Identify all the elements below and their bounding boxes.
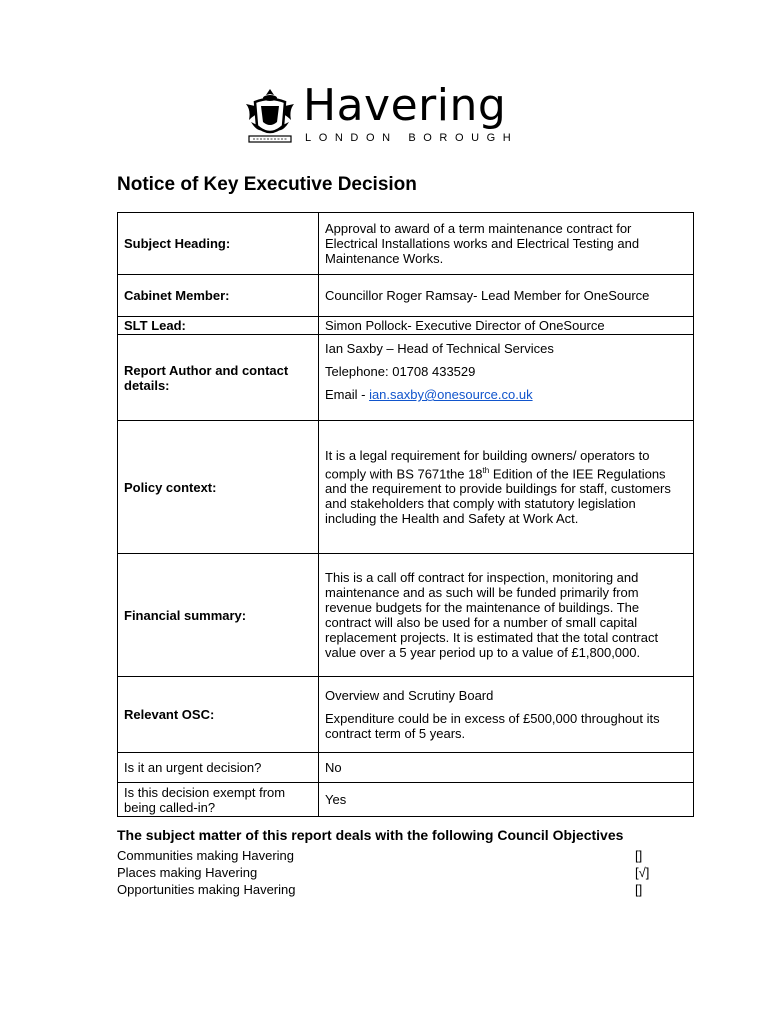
row-relevant-osc [118, 677, 694, 753]
policy-context-value: It is a legal requirement for building owners/ operators to comply with BS 7671the 18th Edition of the IEE Regulations and the requirement to provide buildings for staff, customers and stakeholders that comply with statutory legislation including the Health and Safety at Work Act. [319, 421, 694, 554]
report-author-value [319, 335, 694, 421]
borough-crest-icon [243, 86, 297, 148]
page-title: Notice of Key Executive Decision [117, 174, 417, 195]
decision-table [117, 212, 694, 817]
objective-checkbox: [] [635, 848, 643, 863]
logo-subtitle: LONDON BOROUGH [305, 132, 519, 144]
report-author-label: Report Author and contact details: [118, 335, 319, 421]
objective-item [117, 847, 657, 864]
row-financial-summary [118, 554, 694, 677]
financial-summary-value: This is a call off contract for inspection, monitoring and maintenance and as such will be funded primarily from revenue budgets for the maintenance of buildings. The contract will also be used for a number of small capital replacement projects. It is estimated that the total contract value over a 5 year period up to a value of £1,800,000. [319, 554, 694, 677]
row-policy-context [118, 421, 694, 554]
council-objectives [117, 827, 657, 898]
row-subject-heading [118, 213, 694, 275]
row-report-author [118, 335, 694, 421]
cabinet-member-value: Councillor Roger Ramsay- Lead Member for OneSource [319, 275, 694, 317]
row-slt-lead [118, 317, 694, 335]
objectives-heading: The subject matter of this report deals with the following Council Objectives [117, 827, 624, 843]
exempt-call-in-value: Yes [319, 783, 694, 817]
exempt-call-in-label: Is this decision exempt from being called-in? [118, 783, 319, 817]
osc-line-1: Overview and Scrutiny Board [325, 688, 494, 703]
financial-summary-label: Financial summary: [118, 554, 319, 677]
urgent-decision-label: Is it an urgent decision? [118, 753, 319, 783]
author-email-line [325, 387, 687, 402]
email-prefix: Email - [325, 387, 370, 402]
objective-label: Communities making Havering [117, 848, 295, 863]
objective-checkbox: [√] [635, 865, 650, 880]
subject-heading-value: Approval to award of a term maintenance contract for Electrical Installations works and Electrical Testing and Maintenance Works. [319, 213, 694, 275]
author-email-link[interactable]: ian.saxby@onesource.co.uk [369, 387, 533, 402]
slt-lead-label: SLT Lead: [118, 317, 319, 335]
relevant-osc-value [319, 677, 694, 753]
cabinet-member-label: Cabinet Member: [118, 275, 319, 317]
objective-item [117, 864, 657, 881]
subject-heading-label: Subject Heading: [118, 213, 319, 275]
objective-checkbox: [] [635, 882, 643, 897]
havering-logo [243, 80, 533, 152]
urgent-decision-value: No [319, 753, 694, 783]
author-telephone: Telephone: 01708 433529 [325, 364, 476, 379]
osc-line-2: Expenditure could be in excess of £500,000 throughout its contract term of 5 years. [325, 711, 660, 741]
slt-lead-value: Simon Pollock- Executive Director of OneSource [319, 317, 694, 335]
superscript-th: th [482, 465, 490, 475]
relevant-osc-label: Relevant OSC: [118, 677, 319, 753]
logo-wordmark: Havering [303, 80, 507, 131]
author-name: Ian Saxby – Head of Technical Services [325, 341, 554, 356]
objective-label: Opportunities making Havering [117, 882, 296, 897]
objective-label: Places making Havering [117, 865, 258, 880]
policy-context-label: Policy context: [118, 421, 319, 554]
row-cabinet-member [118, 275, 694, 317]
row-urgent-decision [118, 753, 694, 783]
row-exempt-call-in [118, 783, 694, 817]
objective-item [117, 881, 657, 898]
